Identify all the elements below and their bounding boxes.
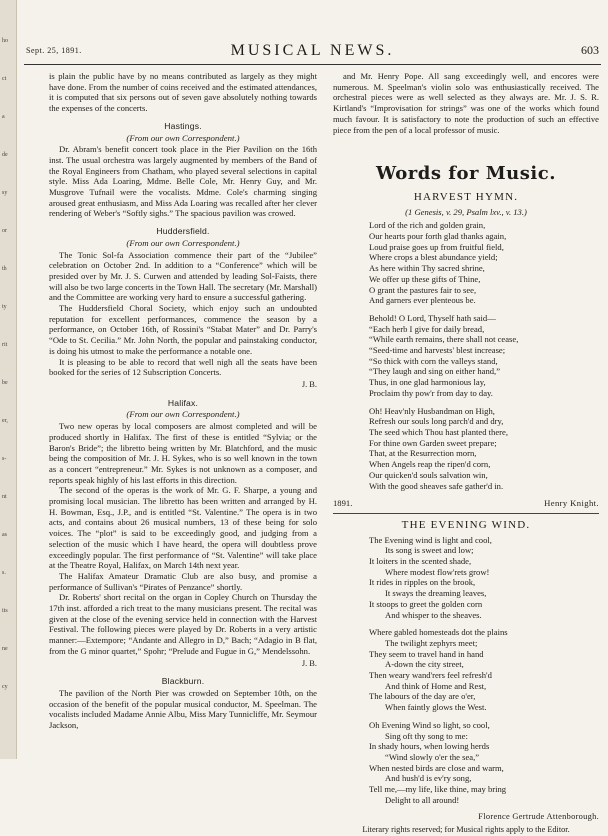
poem-line: The Evening wind is light and cool, (369, 534, 492, 545)
poem-line: Oh! Heav'nly Husbandman on High, (369, 405, 495, 416)
header-page-number: 603 (581, 43, 599, 57)
poem-line: “Each herb I give for daily bread, (369, 323, 485, 334)
rights-notice: Literary rights reserved; for Musical rights apply to the Editor. (362, 825, 570, 835)
huddersfield-signature: J. B. (301, 379, 317, 389)
poem-line: Our hearts pour forth glad thanks again, (369, 231, 507, 242)
poem-line: When nested birds are close and warm, (369, 762, 504, 773)
poem-line: That, at the Resurrection morn, (369, 448, 477, 459)
halifax-paragraph: The second of the operas is the work of Mr. G. F. Sharpe, a young and promising local musician. The libretto has been written and arranged by H. H. Bowman, Esq., J.P., and is entitled “St. Valentine.” The opera is in two acts, and contains about 26 musical numbers, 13 of these being for solo voices. The “plot” is said to be exceedingly good, and judging from a selection of the music which I have heard, the opera will doubtless prove exceedingly popular. The first performance of “St. Valentine” will take place at the Theatre Royal, Halifax, on March 14th next year. (49, 485, 317, 571)
page-header (24, 40, 601, 65)
gutter-fragment: cy (2, 684, 8, 690)
poem-line: Behold! O Lord, Thyself hath said— (369, 312, 496, 323)
halifax-paragraph: Dr. Roberts' short recital on the organ in Copley Church on Thursday the 17th inst. afforded a rich treat to the many musicians present. The recital was given at the close of the evening service held in connection with the Harvest Festival. The following pieces were played by Dr. Roberts in a very artistic manner:—Extempore; “Andante and Allegro in D,” Bach; “Adagio in B flat, from the G minor quartet,” Spohr; “Prelude and Fugue in G,” Mendelssohn. (49, 592, 317, 656)
poem-line: Oh Evening Wind so light, so cool, (369, 719, 490, 730)
right-column (333, 71, 599, 836)
page (20, 40, 602, 835)
gutter-fragment: as (2, 532, 7, 538)
poem-line: The twilight zephyrs meet; (385, 637, 478, 648)
halifax-correspondent: (From our own Correspondent.) (126, 409, 240, 420)
halifax-heading: Halifax. (167, 397, 199, 408)
poem-line: Tell me,—my life, like thine, may bring (369, 784, 507, 795)
poem-line: Sing oft thy song to me: (385, 730, 468, 741)
poem-line: It loiters in the scented shade, (369, 556, 472, 567)
poem-line: It stoops to greet the golden corn (369, 598, 483, 609)
poem-stanza (369, 720, 599, 806)
poem-line: Proclaim thy pow'r from day to day. (369, 387, 493, 398)
harvest-hymn-verses (333, 220, 599, 491)
poem-line: “Wind slowly o'er the sea,” (385, 751, 480, 762)
harvest-hymn-signature (333, 498, 599, 509)
gutter-fragment: ct (2, 76, 7, 82)
poem-line: “While earth remains, there shall not cease, (369, 334, 519, 345)
hastings-heading: Hastings. (164, 120, 202, 131)
poem-stanza (369, 220, 599, 306)
poem-year: 1891. (333, 498, 353, 509)
gutter-fragment: th (2, 266, 7, 272)
poem-stanza (369, 535, 599, 621)
poem-line: And garners ever plenteous be. (369, 295, 476, 306)
poem-line: It rides in ripples on the brook, (369, 577, 476, 588)
hastings-correspondent: (From our own Correspondent.) (126, 132, 240, 143)
poem-line: They seem to travel hand in hand (369, 648, 484, 659)
huddersfield-paragraph: It is pleasing to be able to record that well nigh all the seats have been booked for the series of 12 Subscription Concerts. (49, 356, 317, 378)
header-title: MUSICAL NEWS. (230, 42, 395, 59)
gutter-fragment: ho (2, 38, 8, 44)
poem-line: As here within Thy sacred shrine, (369, 263, 485, 274)
gutter-fragment: rit (2, 342, 8, 348)
huddersfield-correspondent: (From our own Correspondent.) (126, 237, 240, 248)
gutter-strip (0, 0, 17, 759)
poem-line: “Seed-time and harvests' blest increase; (369, 345, 506, 356)
poem-line: It sways the dreaming leaves, (385, 588, 487, 599)
poem-line: Lord of the rich and golden grain, (369, 220, 486, 231)
poem-stanza (369, 406, 599, 492)
gutter-fragment: s- (2, 456, 7, 462)
gutter-fragment: sy (2, 190, 8, 196)
words-for-music-title: Words for Music. (376, 163, 556, 185)
poem-line: And whisper to the sheaves. (385, 609, 482, 620)
poem-line: Delight to all around! (385, 794, 460, 805)
poem-line: And hush'd is ev'ry song, (385, 773, 472, 784)
poem-line: We offer up these gifts of Thine, (369, 273, 481, 284)
poem-line: The seed which Thou hast planted there, (369, 426, 508, 437)
gutter-fragment: ty (2, 304, 7, 310)
gutter-fragment: de (2, 152, 8, 158)
blackburn-continued: and Mr. Henry Pope. All sang exceedingly well, and encores were numerous. M. Speelman's violin solo was enthusiastically received. The orchestral pieces were as well selected as they always are. Mr. J. S. R. Kirtland's “Improvisation for strings” was one of the works which found much favour. It is satisfactory to note the production of such an effective piece from the pen of a local professor of music. (333, 71, 599, 135)
poem-stanza (369, 627, 599, 713)
poem-line: Its song is sweet and low; (385, 545, 474, 556)
gutter-fragment: s. (2, 570, 6, 576)
poem-title-harvest-hymn: HARVEST HYMN. (413, 190, 519, 203)
poem-line: Where modest flow'rets grow! (385, 566, 490, 577)
gutter-fragment: its (2, 608, 8, 614)
huddersfield-heading: Huddersfield. (156, 226, 210, 237)
poem-author: Florence Gertrude Attenborough. (478, 812, 599, 822)
gutter-fragment: or (2, 228, 7, 234)
halifax-paragraph: Two new operas by local composers are almost completed and will be produced shortly in Halifax. The first of these is entitled “Sylvia; or the Baron's Bride”; the libretto being written by Mr. Blatchford, and the music being the composition of Mr. J. H. Sykes, who is so well known in the town as a concert “entrepreneur.” Mr. Sykes is not unknown as a composer, and reports speak highly of his last efforts in this direction. (49, 421, 317, 485)
huddersfield-paragraph: The Tonic Sol-fa Association commence their part of the “Jubilee” celebration on October 2nd. In addition to a “Conference” which will be presided over by Mr. J. S. Curwen and attended by leading Sol-Faists, there will also be two large concerts in the Town Hall. The secretary (Mr. Marshall) and the Committee are working very hard to ensure a successful gathering. (49, 249, 317, 303)
poem-line: A-down the city street, (385, 659, 464, 670)
poem-line: O grant the pastures fair to see, (369, 284, 477, 295)
blackburn-heading: Blackburn. (161, 676, 205, 687)
huddersfield-paragraph: The Huddersfield Choral Society, which enjoy such an undoubted reputation for excellent performances, commence the season by a performance, on October 16th, of Rossini's “Stabat Mater” and Dr. Parry's “Ode to St. Cecilia.” Mr. John North, the popular and painstaking conductor, is doing his utmost to make the performance a notable one. (49, 303, 317, 356)
poem-line: Our quicken'd souls salvation win, (369, 469, 488, 480)
poem-line: In shady hours, when lowing herds (369, 741, 490, 752)
gutter-fragment: er, (2, 418, 8, 424)
header-date: Sept. 25, 1891. (26, 46, 82, 55)
hastings-body: Dr. Abram's benefit concert took place in the Pier Pavilion on the 16th inst. The usual orchestra was largely augmented by members of the Band of the Royal Engineers from Chatham, who played several selections in capital style. Miss Ada Loaring, Mdme. Belle Cole, Mr. Henry Guy, and Mr. Musgrove Tufnail were the vocalists. Mdme. Cole's charming singing aroused great enthusiasm, and Miss Ada Loaring was recalled after her clever rendering of Weber's “Softly sighs.” The spacious pavilion was crowed. (49, 144, 317, 219)
poem-line: The labours of the day are o'er, (369, 691, 476, 702)
intro-paragraph: is plain the public have by no means contributed as largely as they might have done. From the number of coins received and the estimated attendances, it is computed that six persons out of seven gave absolutely nothing towards the expenses of the concerts. (49, 71, 317, 114)
poem-line: Where crops a blest abundance yield; (369, 252, 498, 263)
left-column (49, 71, 317, 731)
poem-author: Henry Knight. (544, 498, 599, 509)
poem-line: When faintly glows the West. (385, 702, 487, 713)
poem-stanza (369, 313, 599, 399)
poem-line: And think of Home and Rest, (385, 680, 487, 691)
halifax-signature: J. B. (301, 658, 317, 668)
poem-line: Thus, in one glad harmonious lay, (369, 377, 486, 388)
poem-line: “They laugh and sing on either hand,” (369, 366, 501, 377)
poem-scripture-reference: (1 Genesis, v. 29, Psalm lxv., v. 13.) (405, 206, 527, 217)
gutter-fragment: ne (2, 646, 8, 652)
divider-rule (333, 513, 599, 514)
poem-line: When Angels reap the ripen'd corn, (369, 459, 491, 470)
gutter-fragment: a (2, 114, 5, 120)
gutter-fragment: nt (2, 494, 7, 500)
evening-wind-verses (333, 535, 599, 806)
poem-line: With the good sheaves safe gather'd in. (369, 480, 504, 491)
poem-line: Loud praise goes up from fruitful field, (369, 241, 504, 252)
poem-line: For thine own Garden sweet prepare; (369, 437, 497, 448)
poem-line: Refresh our souls long parch'd and dry, (369, 416, 504, 427)
halifax-paragraph: The Halifax Amateur Dramatic Club are also busy, and promise a performance of Sullivan's “Pirates of Penzance” shortly. (49, 570, 317, 592)
gutter-fragment: be (2, 380, 8, 386)
blackburn-body: The pavilion of the North Pier was crowded on September 10th, on the occasion of the benefit of the popular musical conductor, M. Speelman. The vocalists included Madame Annie Albu, Miss Mary Tunnicliffe, Mr. Seymour Jackson, (49, 687, 317, 731)
poem-title-evening-wind: THE EVENING WIND. (401, 518, 531, 531)
poem-line: Where gabled homesteads dot the plains (369, 627, 508, 638)
poem-line: “So thick with corn the valleys stand, (369, 355, 498, 366)
poem-line: Then weary wand'rers feel refresh'd (369, 670, 492, 681)
